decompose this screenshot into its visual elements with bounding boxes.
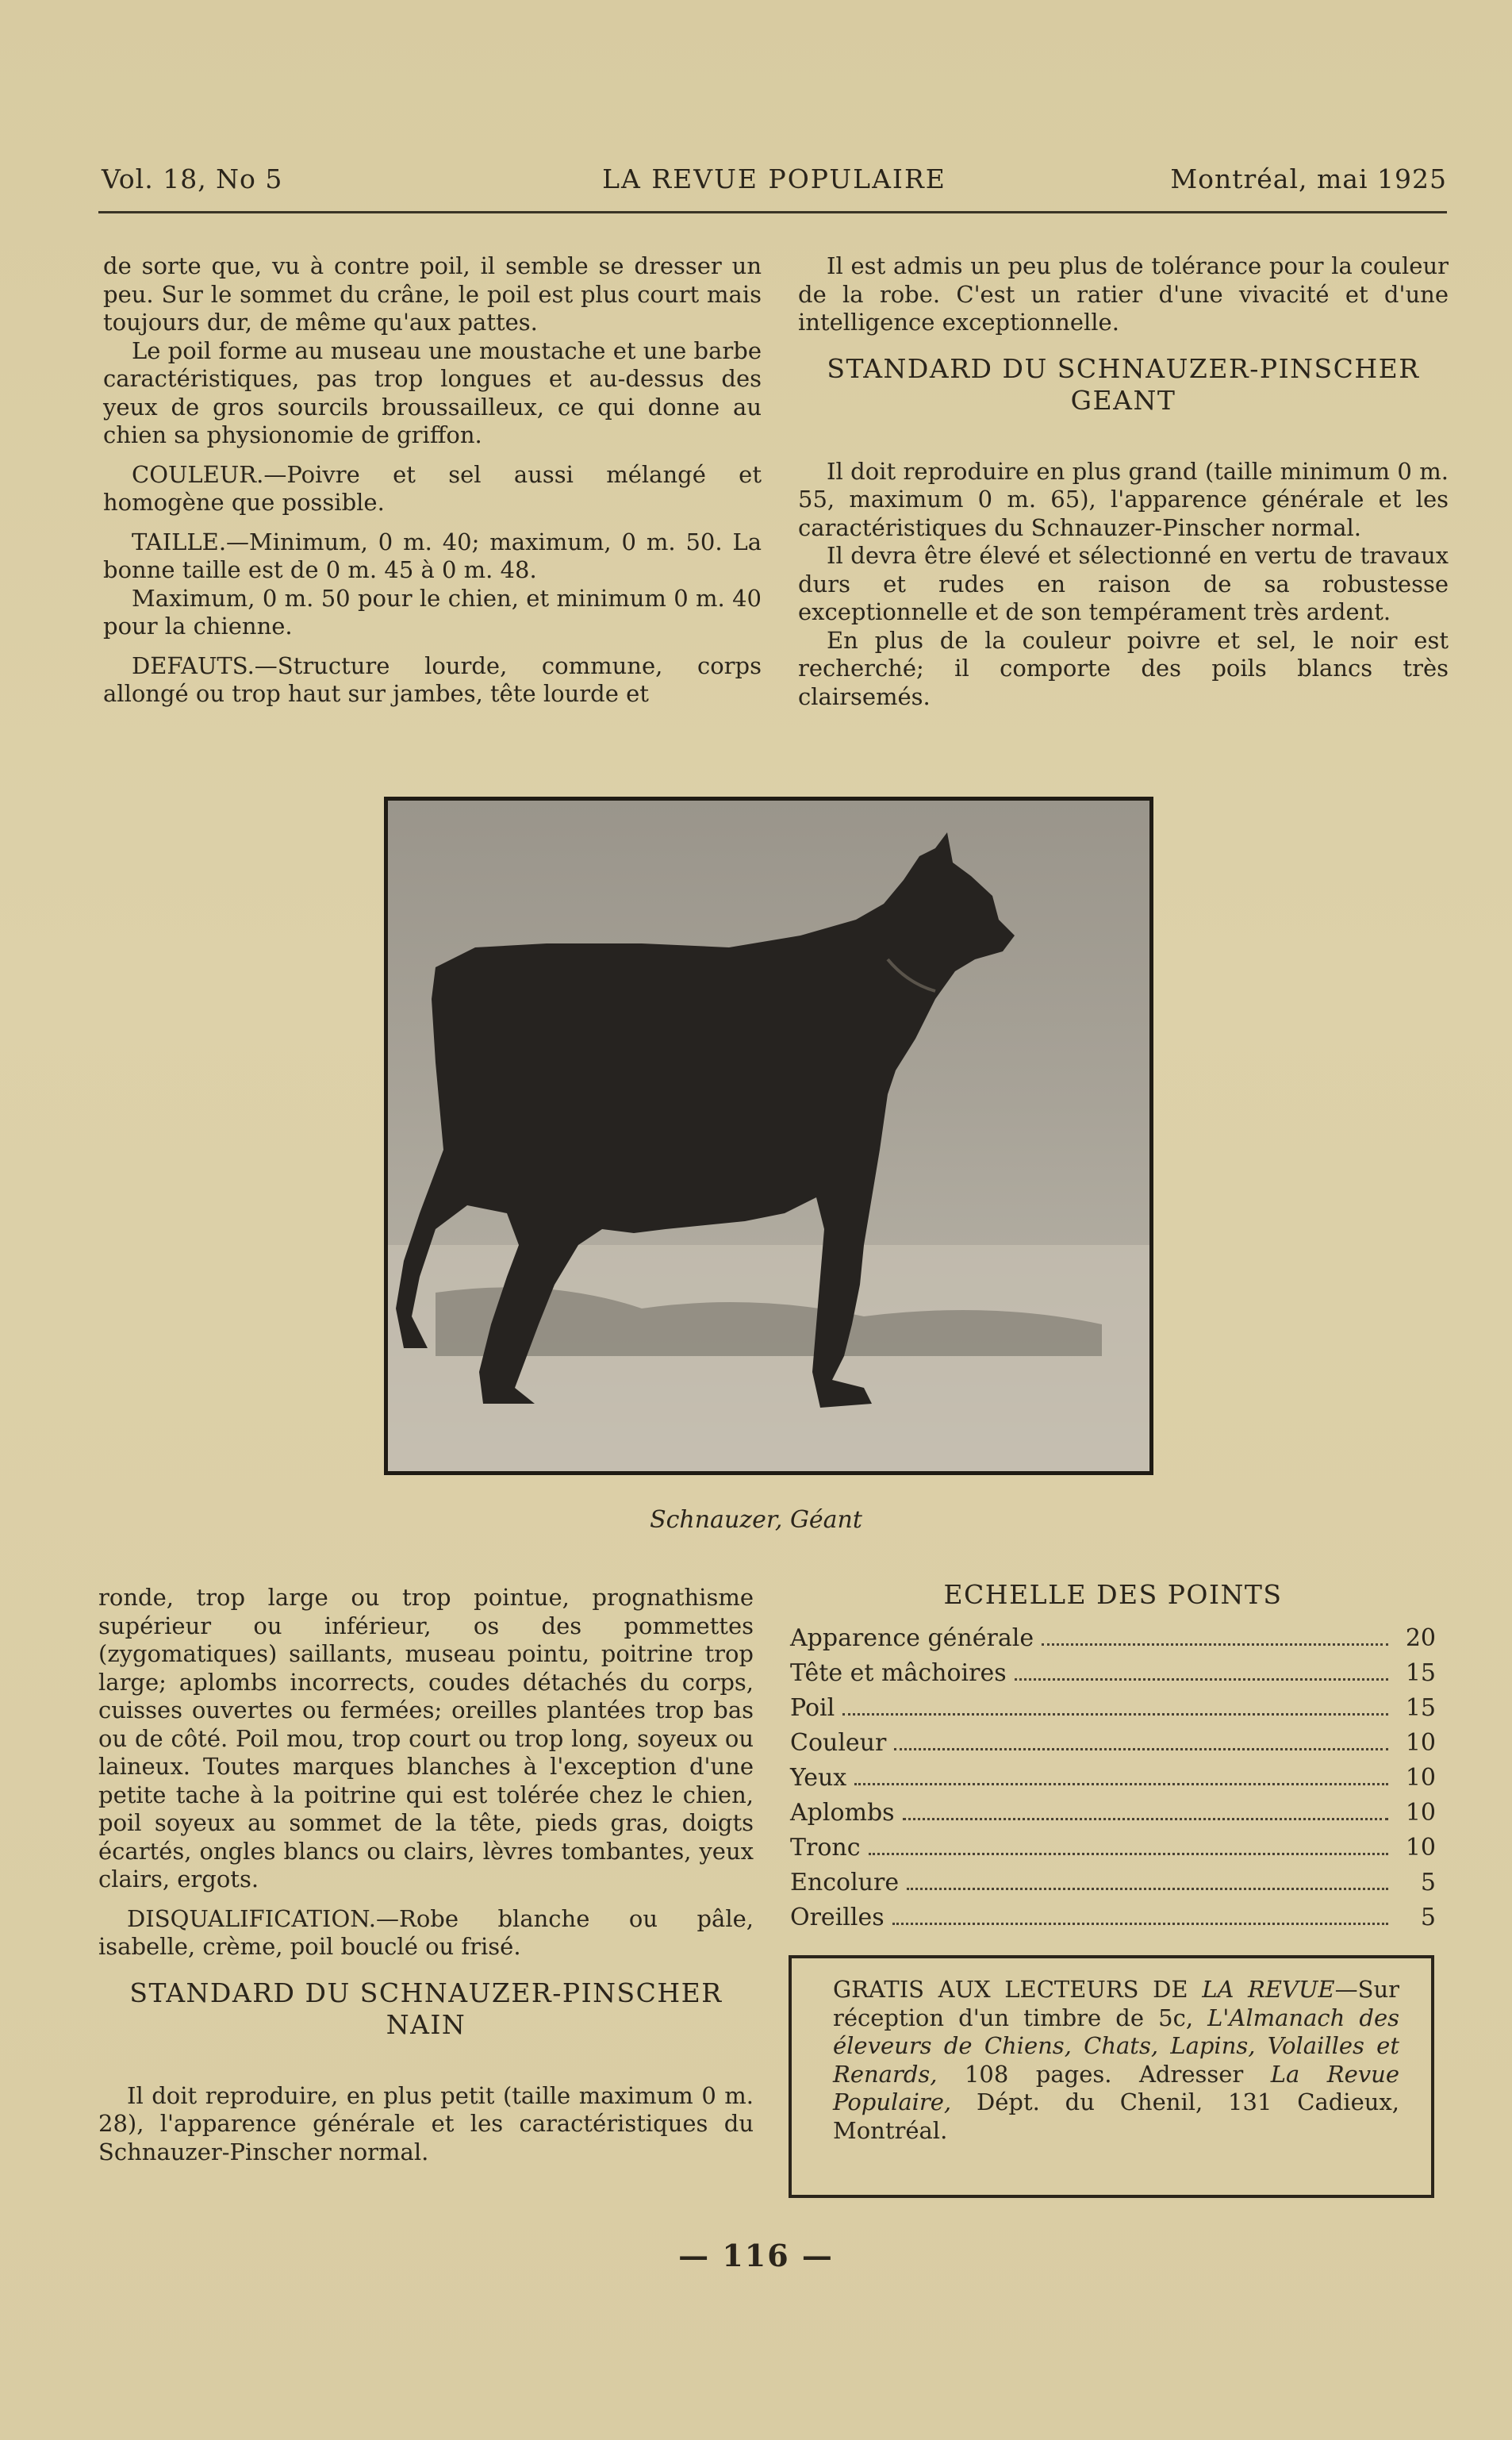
paragraph-taille: TAILLE.—Minimum, 0 m. 40; maximum, 0 m. 50. La bonne taille est de 0 m. 45 à 0 m. 48.	[103, 528, 762, 583]
dog-photograph	[384, 797, 1153, 1475]
schnauzer-silhouette-icon	[388, 801, 1149, 1471]
paragraph-defauts: DEFAUTS.—Structure lourde, commune, corps allongé ou trop haut sur jambes, tête lourde et	[103, 651, 762, 707]
paragraph: Le poil forme au museau une moustache et une barbe caractéristiques, pas trop longues et au-dessus des yeux de gros sourcils broussailleux, ce qui donne au chien sa physionomie de griffon.	[103, 336, 762, 448]
points-row: Yeux 10	[790, 1764, 1436, 1792]
points-row: Poil 15	[790, 1694, 1436, 1722]
paragraph-couleur: COULEUR.—Poivre et sel aussi mélangé et homogène que possible.	[103, 460, 762, 516]
points-scale	[790, 1579, 1436, 1939]
paragraph: Il doit reproduire, en plus petit (taille maximum 0 m. 28), l'apparence générale et les caractéristiques du Schnauzer-Pinscher normal.	[98, 2081, 754, 2165]
points-row: Encolure 5	[790, 1869, 1436, 1896]
top-right-column	[798, 252, 1449, 711]
section-heading-nain: STANDARD DU SCHNAUZER-PINSCHER NAIN	[129, 1977, 723, 2040]
paragraph: En plus de la couleur poivre et sel, le noir est recherché; il comporte des poils blancs très clairsemés.	[798, 626, 1449, 710]
points-row: Tronc 10	[790, 1834, 1436, 1862]
running-header	[102, 159, 1447, 203]
top-left-column	[103, 252, 762, 709]
paragraph: Il est admis un peu plus de tolérance pour la couleur de la robe. C'est un ratier d'une vivacité et d'une intelligence exceptionnelle.	[798, 252, 1449, 336]
points-row: Oreilles 5	[790, 1904, 1436, 1931]
paragraph: Il doit reproduire en plus grand (taille minimum 0 m. 55, maximum 0 m. 65), l'apparence générale et les caractéristiques du Schnauzer-Pinscher normal.	[798, 457, 1449, 541]
header-rule	[98, 211, 1447, 213]
points-row: Aplombs 10	[790, 1799, 1436, 1827]
volume-number: Vol. 18, No 5	[102, 163, 283, 194]
paragraph: Maximum, 0 m. 50 pour le chien, et minimum 0 m. 40 pour la chienne.	[103, 584, 762, 640]
section-heading-geant: STANDARD DU SCHNAUZER-PINSCHER GEANT	[827, 352, 1420, 416]
page-number: — 116 —	[678, 2238, 834, 2273]
issue-date: Montréal, mai 1925	[1170, 163, 1447, 194]
paragraph-disqualification: DISQUALIFICATION.—Robe blanche ou pâle, isabelle, crème, poil bouclé ou frisé.	[98, 1904, 754, 1960]
bottom-left-column	[98, 1584, 754, 2166]
points-row: Apparence générale 20	[790, 1624, 1436, 1652]
publication-title: LA REVUE POPULAIRE	[602, 163, 946, 194]
points-row: Tête et mâchoires 15	[790, 1659, 1436, 1687]
points-scale-title: ECHELLE DES POINTS	[943, 1579, 1283, 1610]
points-table	[790, 1624, 1436, 1939]
photo-caption: Schnauzer, Géant	[650, 1506, 862, 1534]
paragraph: Il devra être élevé et sélectionné en vertu de travaux durs et rudes en raison de sa robustesse exceptionnelle et de son tempérament très ardent.	[798, 542, 1449, 625]
paragraph: ronde, trop large ou trop pointue, prognathisme supérieur ou inférieur, os des pommettes (zygomatiques) saillants, museau pointu, poitrine trop large; aplombs incorrects, coudes détachés du corps, cuisses ouvertes ou fermées; oreilles plantées trop bas ou de côté. Poil mou, trop court ou trop long, soyeux ou laineux. Toutes marques blanches à l'exception d'une petite tache à la poitrine qui est tolérée chez le chien, poil soyeux au sommet de la tête, pieds gras, doigts écartés, ongles blancs ou clairs, lèvres tombantes, yeux clairs, ergots.	[98, 1584, 754, 1892]
paragraph: de sorte que, vu à contre poil, il semble se dresser un peu. Sur le sommet du crâne, le poil est plus court mais toujours dur, de même qu'aux pattes.	[103, 252, 762, 336]
free-almanac-notice: GRATIS AUX LECTEURS DE LA REVUE—Sur réception d'un timbre de 5c, L'Almanach des éleveurs de Chiens, Chats, Lapins, Volailles et Renards, 108 pages. Adresser La Revue Populaire, Dépt. du Chenil, 131 Cadieux, Montréal.	[789, 1955, 1434, 2198]
points-row: Couleur 10	[790, 1729, 1436, 1757]
